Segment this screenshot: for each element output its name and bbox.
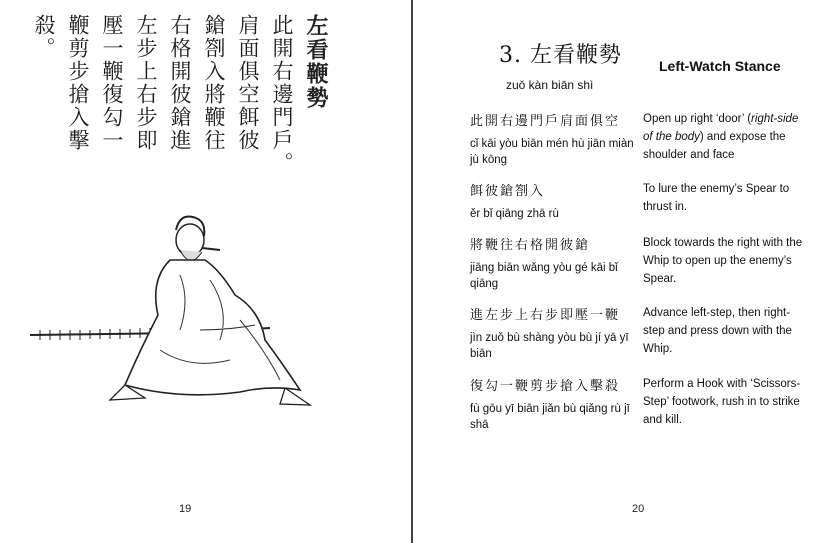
- english-translation: Advance left-step, then right-step and press down with the Whip.: [643, 307, 792, 355]
- vertical-text-column: 壓一鞭復勾一: [100, 14, 124, 152]
- vertical-classical-text: [27, 14, 333, 184]
- chapter-pinyin: zuǒ kàn biān shì: [506, 78, 594, 92]
- english-translation: Perform a Hook with ‘Scissors-Step’ footwork, rush in to strike and kill.: [643, 378, 801, 426]
- chinese-text: 進左步上右步即壓一鞭: [470, 308, 621, 323]
- english-translation: Open up right ‘door’ (right-side of the body) and expose the shoulder and face: [643, 113, 799, 161]
- vertical-text-column: 鎗劄入將鞭往: [202, 14, 226, 152]
- vertical-text-column: 此開右邊門戶。: [270, 14, 294, 175]
- page-number: 20: [632, 503, 645, 515]
- pinyin-text: jìn zuǒ bù shàng yòu bù jí yā yī biān: [470, 332, 629, 360]
- vertical-text-column: 殺。: [32, 14, 56, 60]
- chinese-text: 餌彼鎗劄入: [470, 184, 546, 199]
- chinese-text: 將鞭往右格開彼鎗: [470, 238, 591, 253]
- pinyin-text: jiāng biān wǎng yòu gé kāi bǐ qiāng: [470, 262, 618, 290]
- english-translation: Block towards the right with the Whip to open up the enemy’s Spear.: [643, 237, 803, 285]
- vertical-text-column: 肩面俱空餌彼: [236, 14, 260, 152]
- vertical-text-column: 鞭剪步搶入擊: [66, 14, 90, 152]
- right-page: [413, 0, 825, 543]
- vertical-text-column: 右格開彼鎗進: [168, 14, 192, 152]
- left-page: [0, 0, 411, 543]
- warrior-illustration: [30, 200, 390, 420]
- chapter-title: 3. 左看鞭勢: [499, 43, 622, 68]
- chinese-text: 復勾一鞭剪步搶入擊殺: [470, 379, 621, 394]
- vertical-text-column: 左步上右步即: [134, 14, 158, 152]
- chapter-english-title: Left-Watch Stance: [659, 58, 781, 74]
- page-number: 19: [179, 503, 192, 515]
- chinese-text: 此開右邊門戶肩面俱空: [470, 114, 621, 129]
- pinyin-text: cǐ kāi yòu biān mén hù jiān miàn jù kōng: [470, 138, 634, 166]
- pinyin-text: fù gōu yī biān jiǎn bù qiǎng rù jī shā: [470, 403, 630, 431]
- english-translation: To lure the enemy’s Spear to thrust in.: [643, 183, 790, 213]
- pinyin-text: ěr bǐ qiāng zhā rù: [470, 208, 559, 220]
- vertical-title-column: 左看鞭勢: [303, 14, 329, 110]
